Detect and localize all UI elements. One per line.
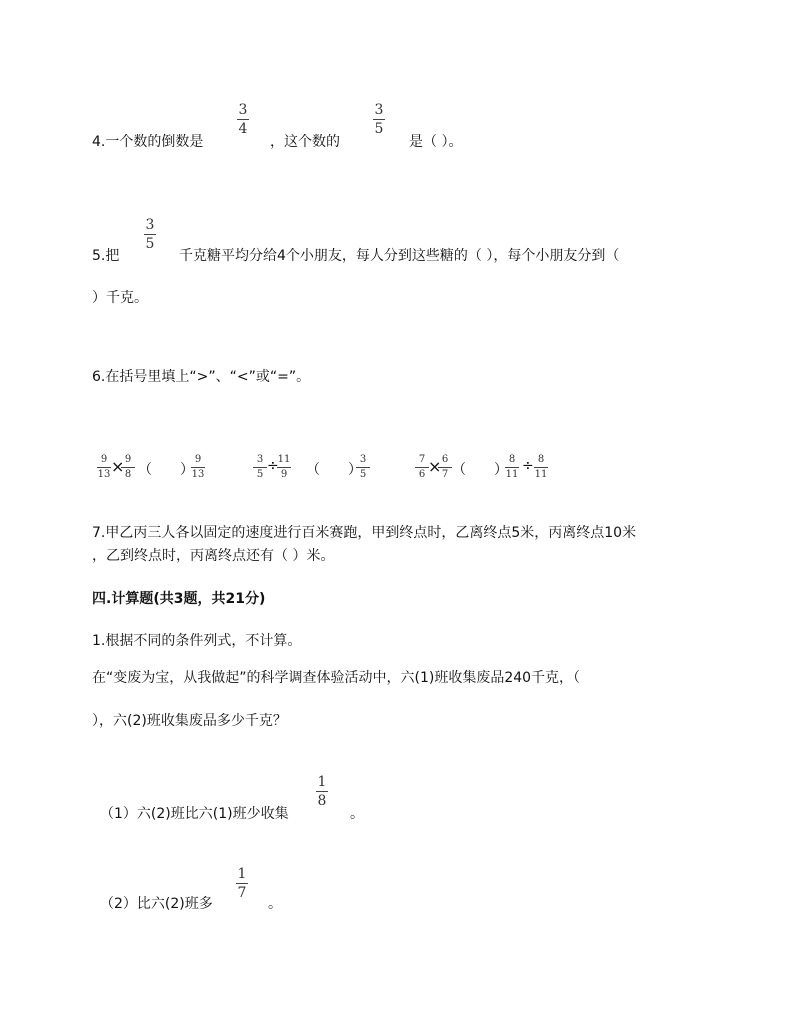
- fraction-bar: [237, 119, 249, 120]
- q4-fraction-2: [373, 103, 385, 136]
- fraction-numerator: 8: [508, 454, 516, 465]
- fraction-numerator: 9: [194, 454, 202, 465]
- fraction-numerator: 3: [374, 102, 384, 118]
- fraction-bar: [415, 467, 429, 468]
- q6-item3-fraction-d: [534, 455, 548, 480]
- fraction-numerator: 3: [359, 454, 367, 465]
- c1-sub1-text: （1）六(2)班比六(1)班少收集: [100, 806, 289, 822]
- c1-sub2-fraction: [236, 867, 248, 900]
- fraction-bar: [373, 119, 385, 120]
- fraction-denominator: 13: [191, 469, 205, 480]
- fraction-bar: [534, 467, 548, 468]
- fraction-denominator: 11: [505, 469, 519, 480]
- c1-line-2: ），六(2)班收集废品多少千克？: [92, 713, 287, 729]
- fraction-denominator: 5: [145, 236, 155, 252]
- fraction-numerator: 11: [277, 454, 291, 465]
- q4-fraction-1: [237, 103, 249, 136]
- q7-line-2: ，乙到终点时，丙离终点还有（ ）米。: [92, 548, 335, 564]
- c1-sub1-end: 。: [350, 806, 364, 822]
- fraction-denominator: 5: [359, 469, 367, 480]
- fraction-bar: [277, 467, 291, 468]
- fraction-bar: [121, 467, 135, 468]
- fraction-bar: [236, 883, 248, 884]
- fraction-denominator: 4: [238, 121, 248, 137]
- fraction-numerator: 3: [238, 102, 248, 118]
- q5-line-2: ）千克。: [92, 290, 148, 306]
- q6-item3-fraction-b: [438, 455, 452, 480]
- q5-fraction: [144, 218, 156, 251]
- q6-item1-operator: ×: [111, 457, 125, 476]
- fraction-denominator: 13: [97, 469, 111, 480]
- q4-middle-text: ，这个数的: [270, 134, 340, 150]
- fraction-numerator: 3: [256, 454, 264, 465]
- q5-prefix: 5.把: [92, 248, 120, 264]
- c1-sub1-fraction: [316, 775, 328, 808]
- fraction-denominator: 8: [124, 469, 132, 480]
- q6-instruction: 6.在括号里填上“>”、“<”或“=”。: [92, 369, 311, 385]
- fraction-denominator: 5: [374, 121, 384, 137]
- fraction-bar: [253, 467, 267, 468]
- q6-item3-blank: （ ）: [452, 462, 508, 478]
- c1-sub2-text: （2）比六(2)班多: [100, 896, 213, 912]
- fraction-bar: [316, 791, 328, 792]
- fraction-numerator: 8: [537, 454, 545, 465]
- fraction-bar: [505, 467, 519, 468]
- fraction-denominator: 5: [256, 469, 264, 480]
- q6-item2-fraction-b: [277, 455, 291, 480]
- fraction-bar: [438, 467, 452, 468]
- q6-item1-blank: （ ）: [138, 462, 194, 478]
- q6-item2-operator: ÷: [267, 458, 279, 474]
- fraction-denominator: 6: [418, 469, 426, 480]
- fraction-bar: [144, 234, 156, 235]
- fraction-numerator: 6: [441, 454, 449, 465]
- fraction-bar: [97, 467, 111, 468]
- c1-line-1: 在“变废为宝，从我做起”的科学调查体验活动中，六(1)班收集废品240千克，（: [92, 670, 581, 686]
- q6-item1-fraction-a: [97, 455, 111, 480]
- fraction-numerator: 9: [124, 454, 132, 465]
- q5-line-1: 千克糖平均分给4个小朋友，每人分到这些糖的（ ），每个小朋友分到（: [179, 248, 620, 264]
- c1-sub2-end: 。: [268, 896, 282, 912]
- fraction-denominator: 7: [237, 885, 247, 901]
- fraction-numerator: 3: [145, 217, 155, 233]
- fraction-numerator: 9: [100, 454, 108, 465]
- q4-prefix: 4.一个数的倒数是: [92, 134, 204, 150]
- fraction-bar: [356, 467, 370, 468]
- fraction-denominator: 8: [317, 793, 327, 809]
- fraction-denominator: 7: [441, 469, 449, 480]
- q6-item1-fraction-c: [191, 455, 205, 480]
- fraction-denominator: 11: [534, 469, 548, 480]
- fraction-numerator: 1: [317, 774, 327, 790]
- q6-item2-fraction-c: [356, 455, 370, 480]
- q6-item2-blank: （ ）: [306, 462, 362, 478]
- fraction-denominator: 9: [280, 469, 288, 480]
- section-heading: 四.计算题(共3题，共21分): [92, 591, 266, 607]
- fraction-bar: [191, 467, 205, 468]
- q6-item2-fraction-a: [253, 455, 267, 480]
- fraction-numerator: 1: [237, 866, 247, 882]
- q6-item1-fraction-b: [121, 455, 135, 480]
- q7-line-1: 7.甲乙丙三人各以固定的速度进行百米赛跑，甲到终点时，乙离终点5米，丙离终点10米: [92, 525, 637, 541]
- q6-item3-operator: ×: [428, 457, 442, 476]
- q6-item3-fraction-c: [505, 455, 519, 480]
- fraction-numerator: 7: [418, 454, 426, 465]
- q6-item3-operator-2: ÷: [522, 458, 534, 474]
- c1-title: 1.根据不同的条件列式，不计算。: [92, 633, 302, 649]
- q6-item3-fraction-a: [415, 455, 429, 480]
- q4-suffix: 是（ ）。: [409, 134, 463, 150]
